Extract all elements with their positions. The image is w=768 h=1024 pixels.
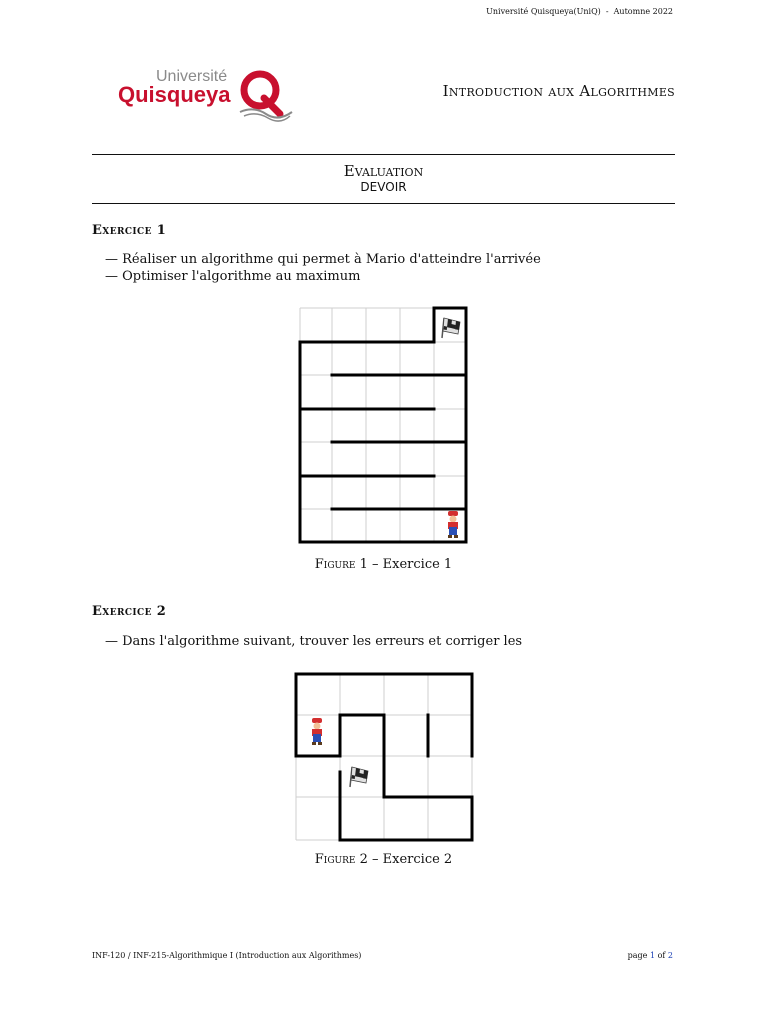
- logo-q-mark: [236, 68, 296, 120]
- evaluation-title: Evaluation: [343, 162, 424, 180]
- exercise1-bullet-1: — Réaliser un algorithme qui permet à Mario d'atteindre l'arrivée: [105, 252, 541, 267]
- exercise1-heading: Exercice 1: [92, 223, 167, 238]
- page-of: of: [655, 951, 668, 960]
- header-separator: -: [605, 7, 609, 16]
- maze-exercise1: [298, 306, 468, 546]
- course-title: Introduction aux Algorithmes: [442, 82, 675, 100]
- header-meta: [486, 7, 673, 16]
- footer-page-number: [628, 951, 673, 960]
- exercise2-heading: Exercice 2: [92, 604, 167, 619]
- figure2-text: Exercice 2: [382, 852, 453, 867]
- page-current[interactable]: 1: [649, 951, 656, 960]
- logo-line2: Quisqueya: [118, 82, 231, 107]
- institution-name: Université Quisqueya(UniQ): [486, 7, 601, 16]
- figure2-caption: [92, 852, 675, 867]
- figure1-caption: [92, 557, 675, 572]
- semester: Automne 2022: [613, 7, 673, 16]
- figure1-text: Exercice 1: [382, 557, 453, 572]
- top-rule: [92, 154, 675, 155]
- footer-course-code: INF-120 / INF-215-Algorithmique I (Introduction aux Algorithmes): [92, 951, 362, 960]
- figure2-dash: –: [367, 852, 383, 867]
- evaluation-subtitle: DEVOIR: [360, 180, 407, 194]
- exercise1-bullet-2: — Optimiser l'algorithme au maximum: [105, 269, 361, 284]
- figure1-label: Figure 1: [314, 557, 368, 572]
- logo-line1: Université: [156, 68, 228, 85]
- figure1-dash: –: [367, 557, 383, 572]
- maze1-walls: [300, 308, 466, 542]
- page-total[interactable]: 2: [667, 951, 673, 960]
- mario-icon: [312, 718, 322, 745]
- bottom-rule: [92, 203, 675, 204]
- finish-flag-icon: [350, 767, 368, 787]
- exercise2-bullet-1: — Dans l'algorithme suivant, trouver les erreurs et corriger les: [105, 634, 523, 649]
- figure2-label: Figure 2: [314, 852, 368, 867]
- maze-exercise2: [294, 672, 476, 842]
- finish-flag-icon: [442, 318, 460, 338]
- mario-icon: [448, 511, 458, 538]
- page-prefix: page: [627, 951, 650, 960]
- university-logo: [118, 68, 293, 120]
